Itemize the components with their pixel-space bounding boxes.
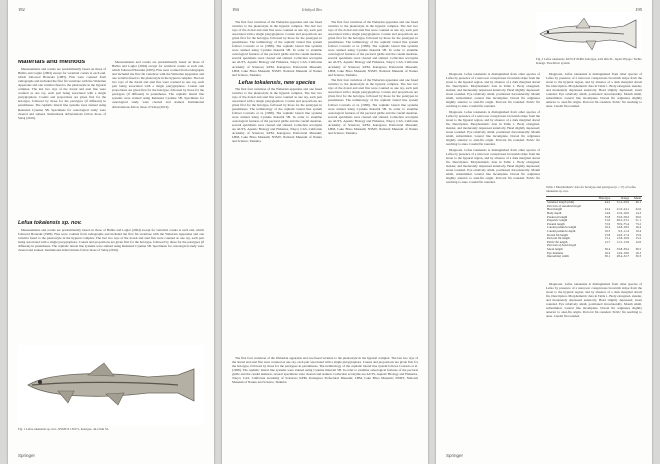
table-cell: 21.0–24.1 bbox=[616, 207, 630, 212]
table-cell: 56.0 bbox=[635, 214, 641, 219]
description-paragraph: Diagnosis. Lefua tokaiensis is distinguished from other species of Lefua by presence of a narrower conspicuous brownish stripe from the snout to the hypural region, and by absence of a dark marginal dorsal fin. Description. Morphometric data in Table 1. Body elongated, slender, and moderately depressed anteriorly. Head slightly depressed; snout rounded. Eye relatively small, positioned dorsolaterally. Mouth small, subterminal. Lateral line incomplete. Dorsal fin originates slightly anterior to anal-fin origin. Pectoral fin rounded. Pelvic fin reaching to anus. Caudal fin rounded. bbox=[446, 110, 540, 147]
table-cell: Snout length bbox=[547, 246, 563, 251]
table-cell: 10.5 bbox=[604, 228, 611, 233]
methods-column bbox=[18, 60, 106, 210]
methods-paragraph: Measurements and counts are predominantly based on those of Hubbs and Lagler (2004) except for vertebral counts at each end, which followed Hotaraki (1983). Fins were counted from radiographs and included the first fin vertebrae with the Weberian Apparatus and one vertebra fused to the pleurostyle in the hypural complex. The last two rays of the dorsal and anal fins were counted as one ray, each pair being associated with a single pterygiophore. Counts and proportions are given first for the holotype, followed by those for the paratypes (if different) in parentheses. The cephalic lateral line systems were stained using Rennsted Cyanine 5B. Specimens for osteological study were cleared and stained. Institutional abbreviations follow those of Sabaj (2016). bbox=[18, 67, 106, 120]
methods-paragraph-cont: Measurements and counts are predominantly based on those of Hubbs and Lagler (2004) except for vertebral counts at each end, which followed Hotaraki (1983). Fins were counted from radiographs and included the first fin vertebrae with the Weberian Apparatus and one vertebra fused to the pleurostyle in the hypural complex. The last two rays of the dorsal and anal fins were counted as one ray, each pair being associated with a single pterygiophore. Counts and proportions are given first for the holotype, followed by those for the paratypes (if different) in parentheses. The cephalic lateral line systems were stained using Rennsted Cyanine 5B. Specimens for osteological study were cleared and stained. Institutional abbreviations follow those of Sabaj (2016). bbox=[112, 60, 204, 109]
species-section bbox=[18, 215, 204, 335]
table-cell: 16.4 bbox=[635, 225, 641, 230]
table-cell: 16.3 bbox=[604, 225, 611, 230]
species-paragraph: Measurements and counts are predominantly based on those of Hubbs and Lagler (2004) except for vertebral counts at each end, which followed Hotaraki (1983). Fins were counted from radiographs and included the first fin vertebrae with the Weberian Apparatus and one vertebra fused to the pleurostyle in the hypural complex. The last two rays of the dorsal and anal fins were counted as one ray, each pair being associated with a single pterygiophore. Counts and proportions are given first for the holotype, followed by those for the paratypes (if different) in parentheses. The cephalic lateral line systems were stained using Rennsted Cyanine 5B. Specimens for osteological study were cleared and stained. Institutional abbreviations follow those of Sabaj (2016). bbox=[18, 228, 204, 253]
table-cell: Percents of standard length bbox=[547, 203, 582, 208]
description-paragraph: Diagnosis. Lefua tokaiensis is distinguished from other species of Lefua by presence of a narrower conspicuous brownish stripe from the snout to the hypural region, and by absence of a dark marginal dorsal fin. Description. Morphometric data in Table 1. Body elongated, slender, and moderately depressed anteriorly. Head slightly depressed; snout rounded. Eye relatively small, positioned dorsolaterally. Mouth small, subterminal. Lateral line incomplete. Dorsal fin originates slightly anterior to anal-fin origin. Pectoral fin rounded. Pelvic fin reaching to anus. Caudal fin rounded. bbox=[546, 282, 642, 319]
species-heading: Lefua tokaiensis, new species bbox=[238, 79, 316, 86]
page-number: 192 bbox=[18, 7, 25, 12]
figure-2-caption: Fig. 2 Lefua tokaiensis, KUN-P 45406, holotype, 44.9 mm SL, Japan: Hyogo: Tachio Kanagi, Yasu River system. bbox=[536, 57, 642, 65]
page-number: 195 bbox=[635, 7, 642, 12]
table-cell: Eye diameter bbox=[547, 250, 564, 255]
table-cell: 9.3–11.4 bbox=[618, 228, 630, 233]
table-cell: Standard length (mm) bbox=[547, 200, 575, 205]
table-cell: Pectoral fin length bbox=[547, 236, 570, 241]
table-cell: 12.7 bbox=[604, 239, 611, 244]
table-cell: Caudal peduncle depth bbox=[547, 228, 576, 233]
table-cell: 51.0 bbox=[604, 218, 611, 223]
description-column bbox=[546, 72, 642, 182]
page-right bbox=[436, 0, 652, 464]
table-cell: 30.1 bbox=[604, 254, 611, 259]
figure-1-caption: Fig. 1 Lefua tokaiensis sp. nov., NSMT-P 131671, holotype, 44.2 mm SL. bbox=[18, 427, 110, 431]
figure-1-fish-photo bbox=[18, 345, 204, 425]
diagnosis-column bbox=[446, 72, 540, 452]
table-cell: Predorsal length bbox=[547, 214, 568, 219]
description-paragraph: Diagnosis. Lefua tokaiensis is distinguished from other species of Lefua by presence of a narrower conspicuous brownish stripe from the snout to the hypural region, and by absence of a dark marginal dorsal fin. Description. Morphometric data in Table 1. Body elongated, slender, and moderately depressed anteriorly. Head slightly depressed; snout rounded. Eye relatively small, positioned dorsolaterally. Mouth small, subterminal. Lateral line incomplete. Dorsal fin originates slightly anterior to anal-fin origin. Pectoral fin rounded. Pelvic fin reaching to anus. Caudal fin rounded. bbox=[446, 148, 540, 185]
table-cell: Prepelvic length bbox=[547, 218, 568, 223]
body-paragraph: The first four vertebrae of the Weberian apparatus and one fused vertebra to the pleurostyle in the hypural complex. The last two rays of the dorsal and anal fins were counted as one ray, each pair associated with a single pterygiophore. Counts and proportions are given first for the holotype, followed by those for the paratypes in parentheses. The terminology of the cephalic lateral line system follows Conrado et al. (1998). The cephalic lateral line systems were stained using Cyanine material 5B. In order to examine osteological features of the pectoral girdle and the caudal skeleton, several specimens were cleared and stained. Collection acronyms are AUTS, Aquatic Biology and Fisheries, Tokyo; CAS, California Academy of Sciences; KPM, Kanagawa Prefectural Museum; LBM, Lake Biwa Museum; NSMT, National Museum of Nature and Science, Tsukuba. bbox=[328, 78, 418, 135]
table-cell: Dorsal fin length bbox=[547, 232, 568, 237]
column-header: Holotype bbox=[598, 195, 611, 200]
figure-2-fish-drawing bbox=[536, 12, 642, 56]
table-cell: 22.6 bbox=[635, 207, 641, 212]
data-table bbox=[546, 196, 642, 259]
table-cell: 22.4 bbox=[604, 207, 611, 212]
table-cell: 15.1 bbox=[604, 236, 611, 241]
table-cell: 16.3 bbox=[635, 250, 641, 255]
springer-logo: Springer bbox=[18, 453, 36, 458]
page-left bbox=[8, 0, 214, 464]
springer-logo: Springer bbox=[446, 453, 464, 458]
table-cell: 72.9 bbox=[604, 221, 611, 226]
table-cell: 11.5–13.6 bbox=[616, 239, 630, 244]
table-cell: 40.1 bbox=[635, 200, 641, 205]
table-cell: 14.9–18.0 bbox=[616, 250, 630, 255]
table-cell: 15.2 bbox=[635, 236, 641, 241]
table-cell: 10.4 bbox=[635, 228, 641, 233]
section-heading-materials: Materials and methods bbox=[18, 60, 86, 65]
table-cell: Preanal length bbox=[547, 221, 565, 226]
table-cell: 14.3 bbox=[635, 210, 641, 215]
diagnosis-paragraph: Diagnosis. Lefua tokaiensis is distinguished from other species of Lefua by presence of a narrower conspicuous brownish stripe from the snout to the hypural region, and by absence of a dark marginal dorsal fin. Description. Morphometric data in Table 1. Body elongated, slender, and moderately depressed anteriorly. Head slightly depressed; snout rounded. Eye relatively small, positioned dorsolaterally. Mouth small, subterminal. Lateral line incomplete. Dorsal fin originates slightly anterior to anal-fin origin. Pectoral fin rounded. Pelvic fin reaching to anus. Caudal fin rounded. bbox=[446, 72, 540, 109]
table-cell: 12.6 bbox=[635, 239, 641, 244]
table-cell: 33.8–39.2 bbox=[616, 246, 630, 251]
table-cell: 12.9–16.0 bbox=[616, 210, 630, 215]
table-cell: 53.6–58.2 bbox=[616, 214, 630, 219]
table-cell: 55.8 bbox=[604, 214, 611, 219]
text-bottom bbox=[232, 356, 418, 454]
table-cell: 36.5 bbox=[635, 246, 641, 251]
fish-holotype-image bbox=[18, 345, 204, 425]
table-cell: Percents of head length bbox=[547, 243, 577, 248]
methods-column-2 bbox=[112, 60, 204, 210]
table-cell: 14.6 bbox=[604, 210, 611, 215]
journal-name: Ichthyol Res bbox=[302, 7, 322, 12]
table-cell: 70.9–75.4 bbox=[616, 221, 630, 226]
table-cell: Interorbital width bbox=[547, 254, 569, 259]
table-cell: 14.0–17.4 bbox=[616, 232, 630, 237]
table-cell: 15.9 bbox=[635, 232, 641, 237]
table-cell: Caudal peduncle length bbox=[547, 225, 577, 230]
text-column-right bbox=[328, 20, 418, 350]
table-cell: 44.2 bbox=[604, 200, 611, 205]
table-cell: 36.4 bbox=[604, 246, 611, 251]
table-cell: 16.2 bbox=[604, 250, 611, 255]
column-header: Mean bbox=[633, 195, 641, 200]
species-heading: Lefua tokaiensis sp. nov. bbox=[18, 220, 82, 226]
table-cell: 49.2–53.1 bbox=[616, 218, 630, 223]
table-cell: 14.8–18.2 bbox=[616, 225, 630, 230]
morphometric-table bbox=[546, 186, 642, 259]
body-paragraph: The first four vertebrae of the Weberian apparatus and one fused vertebra to the pleurostyle in the hypural complex. The last two rays of the dorsal and anal fins were counted as one ray, each pair associated with a single pterygiophore. Counts and proportions are given first for the holotype, followed by those for the paratypes in parentheses. The terminology of the cephalic lateral line system follows Conrado et al. (1998). The cephalic lateral line systems were stained using Cyanine material 5B. In order to examine osteological features of the pectoral girdle and the caudal skeleton, several specimens were cleared and stained. Collection acronyms are AUTS, Aquatic Biology and Fisheries, Tokyo; CAS, California Academy of Sciences; KPM, Kanagawa Prefectural Museum; LBM, Lake Biwa Museum; NSMT, National Museum of Nature and Science, Tsukuba. bbox=[232, 356, 418, 385]
table-cell: 13.8–16.9 bbox=[616, 236, 630, 241]
table-cell: 30.3 bbox=[635, 254, 641, 259]
page-number: 194 bbox=[232, 7, 239, 12]
body-paragraph: The first four vertebrae of the Weberian apparatus and one fused vertebra to the pleurostyle in the hypural complex. The last two rays of the dorsal and anal fins were counted as one ray, each pair associated with a single pterygiophore. Counts and proportions are given first for the holotype, followed by those for the paratypes in parentheses. The terminology of the cephalic lateral line system follows Conrado et al. (1998). The cephalic lateral line systems were stained using Cyanine material 5B. In order to examine osteological features of the pectoral girdle and the caudal skeleton, several specimens were cleared and stained. Collection acronyms are AUTS, Aquatic Biology and Fisheries, Tokyo; CAS, California Academy of Sciences; KPM, Kanagawa Prefectural Museum; LBM, Lake Biwa Museum; NSMT, National Museum of Nature and Science, Tsukuba. bbox=[232, 86, 322, 144]
table-title: Table 1 Morphometric data for holotype and paratypes (n = 17) of Lefua tokaiensis sp. nov. bbox=[546, 185, 636, 193]
table-row bbox=[546, 255, 642, 259]
table-cell: 15.8 bbox=[604, 232, 611, 237]
description-paragraph: Diagnosis. Lefua tokaiensis is distinguished from other species of Lefua by presence of a narrower conspicuous brownish stripe from the snout to the hypural region, and by absence of a dark marginal dorsal fin. Description. Morphometric data in Table 1. Body elongated, slender, and moderately depressed anteriorly. Head slightly depressed; snout rounded. Eye relatively small, positioned dorsolaterally. Mouth small, subterminal. Lateral line incomplete. Dorsal fin originates slightly anterior to anal-fin origin. Pectoral fin rounded. Pelvic fin reaching to anus. Caudal fin rounded. bbox=[546, 72, 642, 109]
body-paragraph: The first four vertebrae of the Weberian apparatus and one fused vertebra to the pleurostyle in the hypural complex. The last two rays of the dorsal and anal fins were counted as one ray, each pair associated with a single pterygiophore. Counts and proportions are given first for the holotype, followed by those for the paratypes in parentheses. The terminology of the cephalic lateral line system follows Conrado et al. (1998). The cephalic lateral line systems were stained using Cyanine material 5B. In order to examine osteological features of the pectoral girdle and the caudal skeleton, several specimens were cleared and stained. Collection acronyms are AUTS, Aquatic Biology and Fisheries, Tokyo; CAS, California Academy of Sciences; KPM, Kanagawa Prefectural Museum; LBM, Lake Biwa Museum; NSMT, National Museum of Nature and Science, Tsukuba. bbox=[232, 20, 322, 77]
table-cell: 31.2–50.9 bbox=[616, 200, 630, 205]
table-cell: Pelvic fin length bbox=[547, 239, 568, 244]
table-cell: 28.4–32.7 bbox=[616, 254, 630, 259]
column-header: Range bbox=[621, 195, 630, 200]
table-cell: 73.2 bbox=[635, 221, 641, 226]
body-paragraph: The first four vertebrae of the Weberian apparatus and one fused vertebra to the pleurostyle in the hypural complex. The last two rays of the dorsal and anal fins were counted as one ray, each pair associated with a single pterygiophore. Counts and proportions are given first for the holotype, followed by those for the paratypes in parentheses. The terminology of the cephalic lateral line system follows Conrado et al. (1998). The cephalic lateral line systems were stained using Cyanine material 5B. In order to examine osteological features of the pectoral girdle and the caudal skeleton, several specimens were cleared and stained. Collection acronyms are AUTS, Aquatic Biology and Fisheries, Tokyo; CAS, California Academy of Sciences; KPM, Kanagawa Prefectural Museum; LBM, Lake Biwa Museum; NSMT, National Museum of Nature and Science, Tsukuba. bbox=[328, 20, 418, 77]
text-column-left bbox=[232, 20, 322, 350]
table-cell: Body depth bbox=[547, 210, 562, 215]
table-cell: 51.1 bbox=[635, 218, 641, 223]
description-column-bottom bbox=[546, 282, 642, 452]
table-cell: Head length bbox=[547, 207, 563, 212]
page-middle bbox=[222, 0, 428, 464]
fish-drawing-image bbox=[536, 12, 642, 56]
